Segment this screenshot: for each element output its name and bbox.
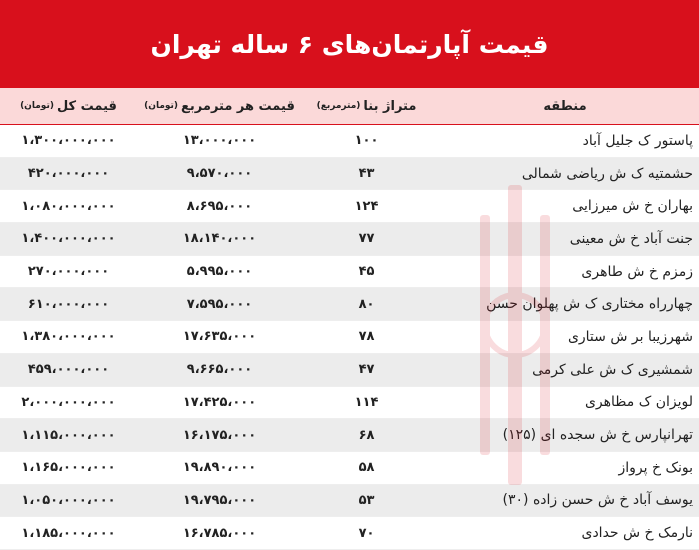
header-total-unit: (تومان) xyxy=(20,101,54,111)
area-cell xyxy=(302,158,431,190)
price-per-meter-cell-value: ۹،۵۷۰،۰۰۰ xyxy=(186,166,253,182)
table-row xyxy=(0,452,699,485)
header-area-unit: (مترمربع) xyxy=(316,101,361,111)
area-cell xyxy=(302,517,431,549)
table-row xyxy=(0,321,699,354)
total-price-cell xyxy=(0,223,137,255)
price-table xyxy=(0,88,699,550)
area-cell-value: ۱۰۰ xyxy=(354,133,379,149)
region-cell xyxy=(431,256,699,288)
table-row xyxy=(0,223,699,256)
area-cell xyxy=(302,223,431,255)
area-cell xyxy=(302,387,431,419)
price-per-meter-cell-value: ۱۶،۷۸۵،۰۰۰ xyxy=(182,525,257,541)
area-cell xyxy=(302,321,431,353)
title-bar xyxy=(0,0,699,88)
total-price-cell xyxy=(0,517,137,549)
table-row xyxy=(0,387,699,420)
header-region-label: منطقه xyxy=(543,98,587,114)
region-cell xyxy=(431,158,699,190)
table-row xyxy=(0,158,699,191)
area-cell xyxy=(302,419,431,451)
price-per-meter-cell xyxy=(137,158,302,190)
price-per-meter-cell xyxy=(137,419,302,451)
total-price-cell-value: ۱،۴۰۰،۰۰۰،۰۰۰ xyxy=(21,231,116,247)
area-cell-value: ۸۰ xyxy=(358,296,375,312)
region-cell xyxy=(431,387,699,419)
table-row xyxy=(0,419,699,452)
total-price-cell-value: ۱،۱۶۵،۰۰۰،۰۰۰ xyxy=(21,460,116,476)
price-per-meter-cell-value: ۹،۶۶۵،۰۰۰ xyxy=(186,362,253,378)
total-price-cell-value: ۱،۳۰۰،۰۰۰،۰۰۰ xyxy=(21,133,116,149)
table-row xyxy=(0,354,699,387)
area-cell-value: ۱۲۴ xyxy=(354,198,379,214)
area-cell-value: ۷۷ xyxy=(358,231,375,247)
area-cell-value: ۱۱۴ xyxy=(354,394,379,410)
total-price-cell xyxy=(0,419,137,451)
price-per-meter-cell-value: ۱۸،۱۴۰،۰۰۰ xyxy=(182,231,257,247)
area-cell-value: ۶۸ xyxy=(358,427,375,443)
area-cell-value: ۴۵ xyxy=(358,264,375,280)
header-area xyxy=(302,88,431,124)
region-cell-value: جنت آباد خ ش معینی xyxy=(569,230,693,247)
price-per-meter-cell-value: ۷،۵۹۵،۰۰۰ xyxy=(186,296,253,312)
region-cell xyxy=(431,354,699,386)
region-cell xyxy=(431,452,699,484)
region-cell-value: زمزم خ ش طاهری xyxy=(581,263,693,280)
total-price-cell xyxy=(0,387,137,419)
price-per-meter-cell-value: ۸،۶۹۵،۰۰۰ xyxy=(186,198,253,214)
region-cell xyxy=(431,321,699,353)
header-ppm-unit: (تومان) xyxy=(144,101,179,111)
area-cell xyxy=(302,288,431,320)
region-cell xyxy=(431,190,699,222)
price-per-meter-cell-value: ۱۷،۴۲۵،۰۰۰ xyxy=(182,394,257,410)
total-price-cell-value: ۴۵۹،۰۰۰،۰۰۰ xyxy=(27,362,110,378)
total-price-cell xyxy=(0,190,137,222)
total-price-cell xyxy=(0,125,137,157)
page-title: قیمت آپارتمان‌های ۶ ساله تهران xyxy=(150,29,549,59)
total-price-cell-value: ۴۲۰،۰۰۰،۰۰۰ xyxy=(27,166,110,182)
table-row xyxy=(0,190,699,223)
total-price-cell xyxy=(0,256,137,288)
region-cell-value: حشمتیه ک ش ریاضی شمالی xyxy=(521,165,693,182)
total-price-cell-value: ۱،۰۸۰،۰۰۰،۰۰۰ xyxy=(21,198,116,214)
price-per-meter-cell xyxy=(137,256,302,288)
price-per-meter-cell xyxy=(137,517,302,549)
header-price-per-meter xyxy=(137,88,302,124)
total-price-cell xyxy=(0,288,137,320)
region-cell-value: بونک خ پرواز xyxy=(618,459,693,476)
header-total-label: قیمت کل xyxy=(56,98,117,114)
header-area-label: متراژ بنا xyxy=(363,98,417,114)
total-price-cell-value: ۲۷۰،۰۰۰،۰۰۰ xyxy=(27,264,110,280)
area-cell xyxy=(302,354,431,386)
total-price-cell xyxy=(0,321,137,353)
price-per-meter-cell-value: ۱۹،۷۹۵،۰۰۰ xyxy=(182,492,257,508)
area-cell-value: ۵۸ xyxy=(358,460,375,476)
table-row xyxy=(0,485,699,518)
area-cell xyxy=(302,452,431,484)
region-cell xyxy=(431,223,699,255)
header-total-price xyxy=(0,88,137,124)
price-per-meter-cell xyxy=(137,452,302,484)
region-cell-value: یوسف آباد خ ش حسن زاده (۳۰) xyxy=(502,492,693,509)
area-cell-value: ۵۳ xyxy=(358,492,375,508)
total-price-cell-value: ۱،۳۸۰،۰۰۰،۰۰۰ xyxy=(21,329,116,345)
region-cell xyxy=(431,288,699,320)
total-price-cell-value: ۱،۱۸۵،۰۰۰،۰۰۰ xyxy=(21,525,116,541)
price-per-meter-cell xyxy=(137,485,302,517)
price-per-meter-cell-value: ۱۷،۶۳۵،۰۰۰ xyxy=(182,329,257,345)
region-cell-value: چهارراه مختاری ک ش پهلوان حسن xyxy=(486,296,693,313)
total-price-cell xyxy=(0,452,137,484)
price-per-meter-cell xyxy=(137,387,302,419)
total-price-cell-value: ۲،۰۰۰،۰۰۰،۰۰۰ xyxy=(21,394,116,410)
price-per-meter-cell-value: ۱۶،۱۷۵،۰۰۰ xyxy=(182,427,257,443)
price-per-meter-cell xyxy=(137,190,302,222)
table-row xyxy=(0,517,699,550)
table-header xyxy=(0,88,699,125)
region-cell xyxy=(431,517,699,549)
header-ppm-label: قیمت هر مترمربع xyxy=(181,98,295,114)
area-cell xyxy=(302,256,431,288)
price-per-meter-cell xyxy=(137,223,302,255)
price-per-meter-cell xyxy=(137,321,302,353)
area-cell xyxy=(302,485,431,517)
total-price-cell xyxy=(0,354,137,386)
region-cell xyxy=(431,419,699,451)
area-cell-value: ۴۳ xyxy=(358,166,375,182)
region-cell xyxy=(431,485,699,517)
price-per-meter-cell-value: ۱۳،۰۰۰،۰۰۰ xyxy=(182,133,257,149)
total-price-cell-value: ۱،۱۱۵،۰۰۰،۰۰۰ xyxy=(21,427,116,443)
price-per-meter-cell xyxy=(137,125,302,157)
region-cell-value: بهاران خ ش میرزایی xyxy=(572,198,693,215)
area-cell-value: ۷۰ xyxy=(358,525,375,541)
region-cell xyxy=(431,125,699,157)
total-price-cell-value: ۱،۰۵۰،۰۰۰،۰۰۰ xyxy=(21,492,116,508)
price-per-meter-cell-value: ۱۹،۸۹۰،۰۰۰ xyxy=(182,460,257,476)
region-cell-value: شمشیری ک ش علی کرمی xyxy=(532,361,693,378)
table-row xyxy=(0,256,699,289)
price-per-meter-cell xyxy=(137,354,302,386)
region-cell-value: تهرانپارس خ ش سجده ای (۱۲۵) xyxy=(502,427,693,444)
total-price-cell xyxy=(0,158,137,190)
area-cell-value: ۷۸ xyxy=(358,329,375,345)
region-cell-value: نارمک خ ش حدادی xyxy=(581,525,693,542)
region-cell-value: پاستور ک جلیل آباد xyxy=(582,132,693,149)
total-price-cell xyxy=(0,485,137,517)
table-row xyxy=(0,125,699,158)
area-cell xyxy=(302,190,431,222)
total-price-cell-value: ۶۱۰،۰۰۰،۰۰۰ xyxy=(27,296,110,312)
header-region xyxy=(431,88,699,124)
area-cell xyxy=(302,125,431,157)
table-row xyxy=(0,288,699,321)
price-per-meter-cell-value: ۵،۹۹۵،۰۰۰ xyxy=(186,264,253,280)
region-cell-value: شهرزیبا بر ش ستاری xyxy=(567,328,693,345)
area-cell-value: ۴۷ xyxy=(358,362,375,378)
price-per-meter-cell xyxy=(137,288,302,320)
region-cell-value: لویزان ک مظاهری xyxy=(584,394,693,411)
